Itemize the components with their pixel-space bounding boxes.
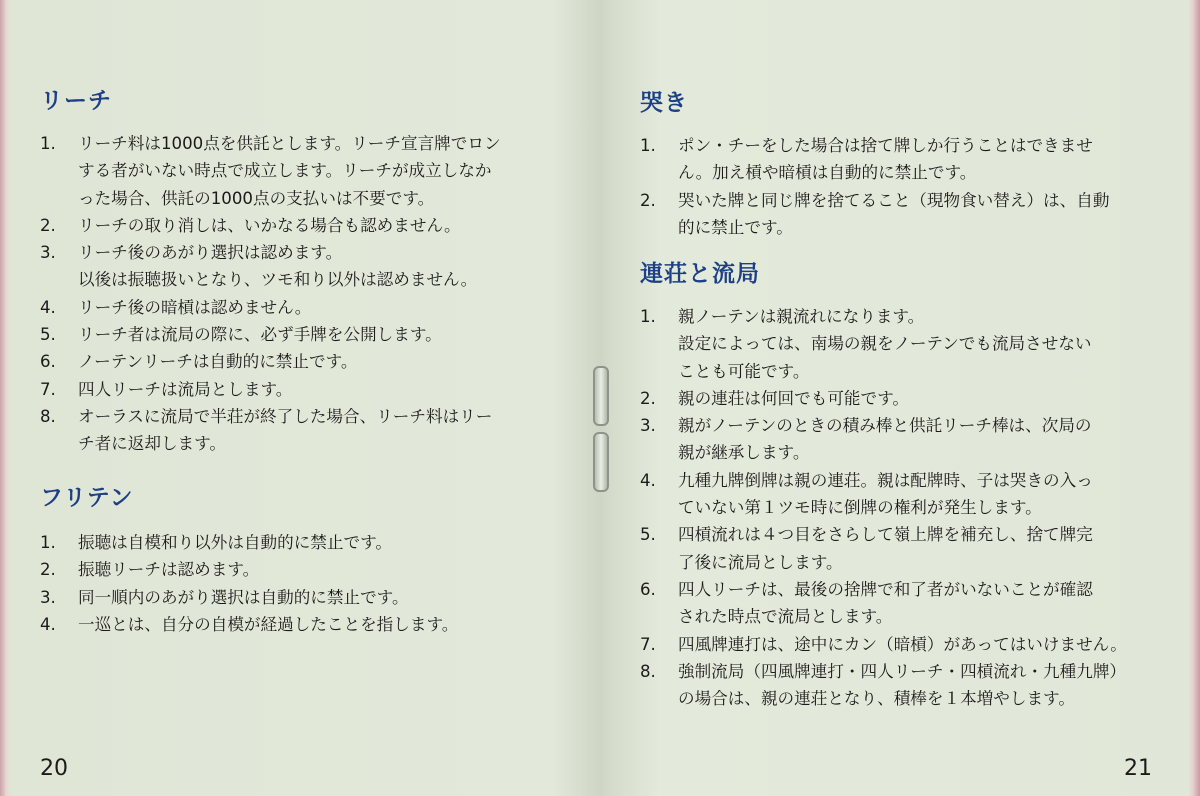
rule-text-line: リーチの取り消しは、いかなる場合も認めません。 <box>78 215 461 235</box>
rule-item <box>40 130 501 212</box>
rule-text-line: 同一順内のあがり選択は自動的に禁止です。 <box>78 587 409 607</box>
rule-number: 6. <box>640 579 656 599</box>
rule-item <box>40 611 458 638</box>
rule-text-line: リーチ後の暗槓は認めません。 <box>78 297 312 317</box>
rule-item <box>40 584 458 611</box>
rule-text-line: された時点で流局とします。 <box>678 607 893 627</box>
rule-item <box>640 658 1127 713</box>
rule-number: 2. <box>640 190 656 210</box>
rule-number: 4. <box>640 470 656 490</box>
rule-text-line: 親ノーテンは親流れになります。 <box>678 307 925 326</box>
rule-text-line: ことも可能です。 <box>678 361 810 381</box>
section-furiten <box>40 483 458 638</box>
rule-number: 3. <box>40 587 56 607</box>
rule-text-line: 以後は振聴扱いとなり、ツモ和り以外は認めません。 <box>78 270 478 290</box>
rule-text-line: 四人リーチは、最後の捨牌で和了者がいないことが確認 <box>678 579 1093 599</box>
rule-item <box>40 348 501 375</box>
page-number: 20 <box>40 756 68 781</box>
rule-text-line: 四風牌連打は、途中にカン（暗槓）があってはいけません。 <box>678 634 1127 654</box>
rule-list <box>640 303 1127 712</box>
rule-text-line: の場合は、親の連荘となり、積棒を１本増やします。 <box>678 689 1075 709</box>
right-page <box>602 0 1200 796</box>
rule-text-line: 了後に流局とします。 <box>678 552 843 572</box>
rule-number: 8. <box>40 406 56 426</box>
section-riichi <box>40 86 501 458</box>
rule-number: 1. <box>640 136 656 155</box>
rule-text-line: 振聴は自模和り以外は自動的に禁止です。 <box>78 533 392 552</box>
rule-number: 2. <box>40 560 56 580</box>
rule-item <box>640 385 1127 412</box>
rule-list <box>640 132 1109 241</box>
rule-item <box>640 303 1127 385</box>
rule-text-line: 四槓流れは４つ目をさらして嶺上牌を補充し、捨て牌完 <box>678 525 1093 545</box>
rule-item <box>40 376 501 403</box>
page-number: 21 <box>1124 756 1152 781</box>
rule-number: 2. <box>640 388 656 408</box>
rule-text-line: チ者に返却します。 <box>78 434 227 454</box>
section-heading: 哭き <box>640 89 688 116</box>
rule-text-line: 親の連荘は何回でも可能です。 <box>678 388 909 408</box>
rule-text-line: 振聴リーチは認めます。 <box>78 560 260 580</box>
rule-number: 6. <box>40 352 56 372</box>
rule-list <box>40 529 458 638</box>
rule-text-line: 哭いた牌と同じ牌を捨てること（現物食い替え）は、自動 <box>678 190 1110 210</box>
rule-item <box>40 529 458 556</box>
rule-text-line: ていない第１ツモ時に倒牌の権利が発生します。 <box>678 498 1042 518</box>
rule-number: 1. <box>40 134 56 153</box>
rule-number: 8. <box>640 661 656 681</box>
rule-number: 5. <box>40 325 56 345</box>
rule-item <box>640 412 1127 467</box>
rule-text-line: リーチ者は流局の際に、必ず手牌を公開します。 <box>78 325 442 345</box>
rule-item <box>640 132 1109 187</box>
rule-text-line: オーラスに流局で半荘が終了した場合、リーチ料はリー <box>78 406 493 426</box>
rule-item <box>40 239 501 294</box>
rule-item <box>40 556 458 583</box>
rule-text-line: 親が継承します。 <box>678 443 810 463</box>
rule-item <box>640 631 1127 658</box>
rule-text-line: ノーテンリーチは自動的に禁止です。 <box>78 352 358 372</box>
rule-text-line: 四人リーチは流局とします。 <box>78 379 293 399</box>
rule-number: 7. <box>640 634 656 654</box>
rule-item <box>40 294 501 321</box>
rule-text-line: った場合、供託の1000点の支払いは不要です。 <box>78 188 435 208</box>
rule-number: 3. <box>40 243 56 263</box>
rule-number: 2. <box>40 215 56 235</box>
rule-number: 4. <box>40 614 56 634</box>
rule-item <box>40 321 501 348</box>
rule-text-line: 設定によっては、南場の親をノーテンでも流局させない <box>678 334 1092 354</box>
rule-text-line: リーチ後のあがり選択は認めます。 <box>78 243 343 263</box>
rule-text-line: 強制流局（四風牌連打・四人リーチ・四槓流れ・九種九牌） <box>678 661 1127 681</box>
section-renchan-ryukyoku <box>640 259 1127 712</box>
rule-text-line: 親がノーテンのときの積み棒と供託リーチ棒は、次局の <box>678 416 1092 436</box>
rule-item <box>640 576 1127 631</box>
rule-item <box>40 212 501 239</box>
left-page <box>0 0 598 796</box>
rule-text-line: ん。加え槓や暗槓は自動的に禁止です。 <box>678 163 977 183</box>
section-naki <box>640 88 1109 241</box>
rule-text-line: リーチ料は1000点を供託とします。リーチ宣言牌でロン <box>78 134 501 153</box>
section-heading: 連荘と流局 <box>640 260 760 287</box>
rule-number: 4. <box>40 297 56 317</box>
rule-text-line: 九種九牌倒牌は親の連荘。親は配牌時、子は哭きの入っ <box>678 470 1093 490</box>
section-heading: フリテン <box>40 484 134 511</box>
rule-number: 1. <box>640 307 656 326</box>
rule-text-line: 一巡とは、自分の自模が経過したことを指します。 <box>78 614 459 634</box>
rule-number: 1. <box>40 533 56 552</box>
rule-item <box>640 521 1127 576</box>
rule-number: 5. <box>640 525 656 545</box>
rule-text-line: 的に禁止です。 <box>678 217 793 237</box>
rule-number: 7. <box>40 379 56 399</box>
rule-number: 3. <box>640 416 656 436</box>
rule-text-line: ポン・チーをした場合は捨て牌しか行うことはできませ <box>678 136 1093 155</box>
rule-item <box>640 187 1109 242</box>
rule-item <box>40 403 501 458</box>
rule-list <box>40 130 501 458</box>
section-heading: リーチ <box>40 87 112 114</box>
rule-text-line: する者がいない時点で成立します。リーチが成立しなか <box>78 161 492 181</box>
rule-item <box>640 467 1127 522</box>
